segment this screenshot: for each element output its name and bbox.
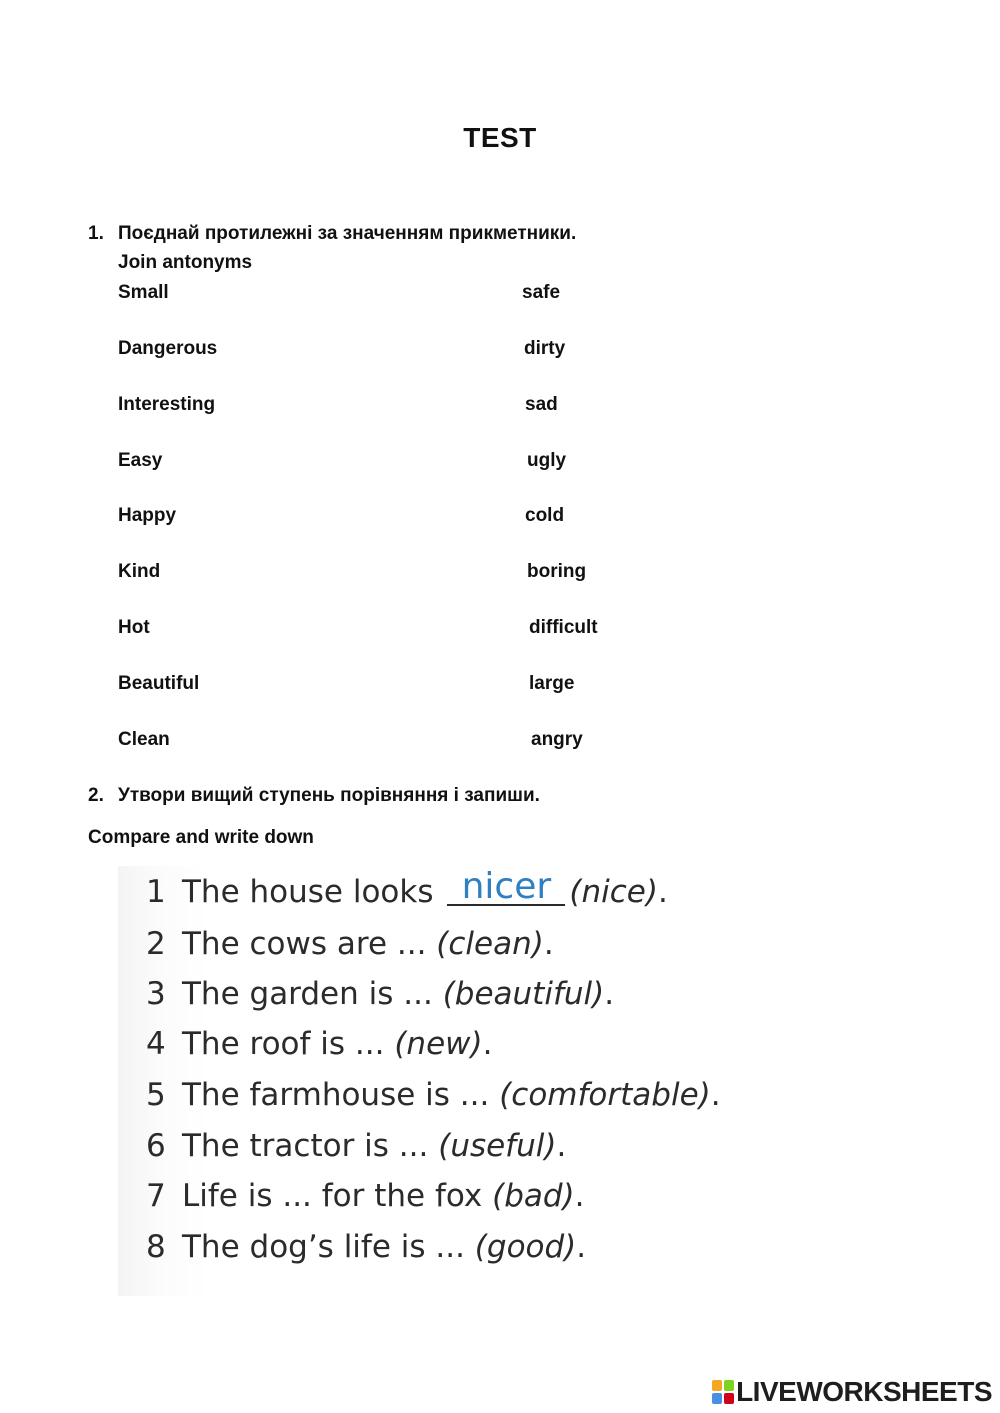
antonym-left-word: Kind: [118, 561, 161, 582]
question-2-text: Утвори вищий ступень порівняння і запиши.: [118, 785, 540, 806]
exercise-line: [146, 1128, 566, 1164]
line-number: 6: [146, 1128, 166, 1164]
question-1-heading: [88, 223, 576, 245]
antonym-left-word: Dangerous: [118, 338, 218, 359]
line-text: The farmhouse is ...: [182, 1077, 490, 1113]
line-end: .: [543, 926, 554, 962]
line-number: 5: [146, 1077, 166, 1113]
comparison-exercise: [118, 866, 721, 1296]
line-text: The cows are ...: [182, 926, 427, 962]
exercise-line: [146, 1178, 585, 1214]
line-hint: (good): [474, 1229, 577, 1265]
antonym-right-word: safe: [522, 282, 561, 303]
line-text: The house looks: [182, 874, 434, 910]
antonym-right-word: dirty: [524, 338, 566, 359]
antonym-left-word: Hot: [118, 617, 150, 638]
line-end: .: [576, 1229, 587, 1265]
line-text: The garden is ...: [182, 976, 433, 1012]
line-number: 7: [146, 1178, 166, 1214]
antonym-right-word: large: [529, 673, 575, 694]
antonym-left-word: Interesting: [118, 394, 216, 415]
question-2-subheading: Compare and write down: [88, 827, 314, 848]
line-text: The dog’s life is ...: [182, 1229, 465, 1265]
question-1-number: 1.: [88, 223, 104, 244]
antonym-right-word: ugly: [527, 450, 567, 471]
line-text: The tractor is ...: [182, 1128, 429, 1164]
antonym-right-word: cold: [525, 505, 565, 526]
antonym-right-word: sad: [525, 394, 558, 415]
line-number: 2: [146, 926, 166, 962]
antonym-left-word: Small: [118, 282, 169, 303]
page-title: TEST: [463, 122, 537, 153]
line-hint: (useful): [438, 1128, 557, 1164]
antonym-left-word: Happy: [118, 505, 177, 526]
line-text: The roof is ...: [182, 1026, 385, 1062]
liveworksheets-logo: [712, 1377, 992, 1407]
line-hint: (beautiful): [442, 976, 605, 1012]
question-2-number: 2.: [88, 785, 104, 806]
line-hint: (comfortable): [499, 1077, 711, 1113]
line-end: .: [657, 874, 668, 910]
line-number: 8: [146, 1229, 166, 1265]
line-hint: (nice): [569, 874, 658, 910]
line-end: .: [604, 976, 615, 1012]
logo-text: LIVEWORKSHEETS: [736, 1376, 992, 1407]
line-text: Life is ... for the fox: [182, 1178, 483, 1214]
antonym-left-word: Easy: [118, 450, 163, 471]
answer-blank[interactable]: nicer: [447, 870, 565, 906]
line-number: 1: [146, 874, 166, 910]
exercise-line: [146, 926, 554, 962]
exercise-line: [146, 866, 668, 910]
question-1-text: Поєднай протилежні за значенням прикметники.: [118, 223, 577, 244]
antonym-left-word: Beautiful: [118, 673, 200, 694]
line-hint: (new): [394, 1026, 483, 1062]
line-hint: (clean): [436, 926, 544, 962]
antonym-right-word: difficult: [529, 617, 598, 638]
exercise-line: [146, 1077, 721, 1113]
antonym-left-word: Clean: [118, 729, 170, 750]
antonym-right-word: angry: [531, 729, 583, 750]
exercise-line: [146, 976, 614, 1012]
logo-mark-icon: [712, 1380, 734, 1404]
exercise-line: [146, 1229, 586, 1265]
exercise-line: [146, 1026, 492, 1062]
line-end: .: [710, 1077, 721, 1113]
line-end: .: [574, 1178, 585, 1214]
antonym-right-word: boring: [527, 561, 587, 582]
line-number: 4: [146, 1026, 166, 1062]
line-end: .: [482, 1026, 493, 1062]
line-end: .: [556, 1128, 567, 1164]
question-2-heading: [88, 785, 540, 807]
question-1-subheading: Join antonyms: [118, 252, 253, 273]
line-number: 3: [146, 976, 166, 1012]
line-hint: (bad): [492, 1178, 575, 1214]
